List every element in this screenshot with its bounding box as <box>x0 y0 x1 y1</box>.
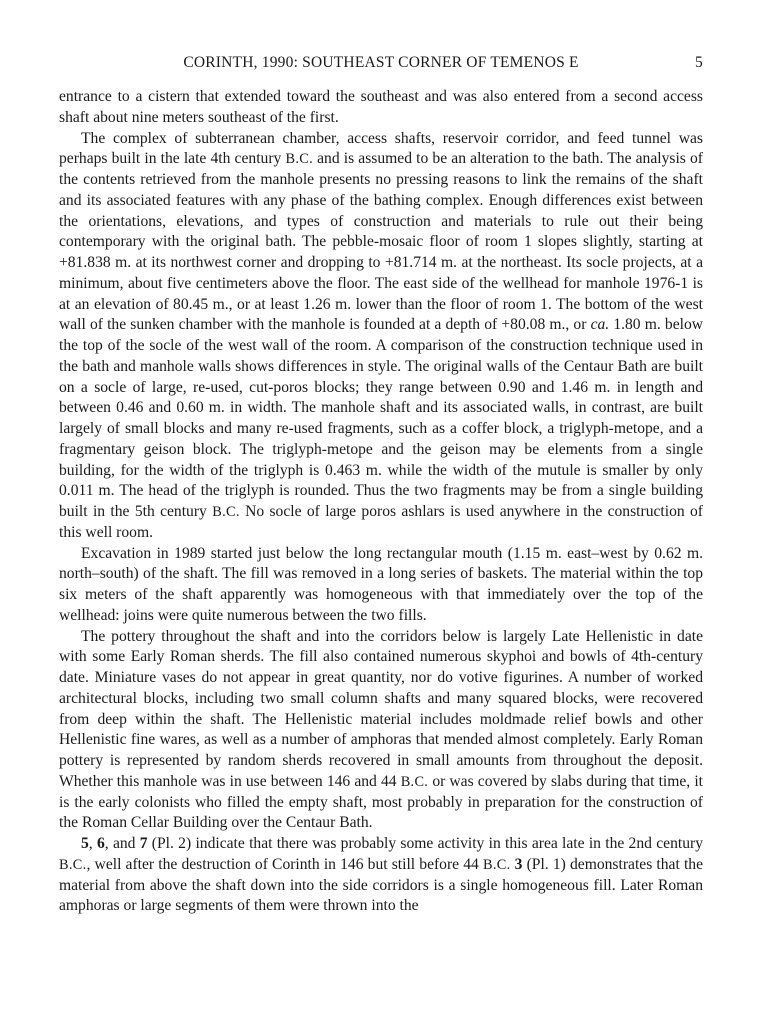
text-run: or was covered by slabs during that time, it is the early colonists who filled the empty shaft, most probably in preparation for the construction of the Roman Cellar Building over the Centaur Bath. <box>59 772 703 832</box>
running-header <box>59 54 703 76</box>
running-title: CORINTH, 1990: SOUTHEAST CORNER OF TEMENOS E <box>183 54 579 71</box>
body-text <box>59 87 703 917</box>
text-run: No socle of large poros ashlars is used anywhere in the construction of this well room. <box>59 503 704 541</box>
era-abbreviation: B.C. <box>482 856 511 873</box>
era-abbreviation: B.C. <box>59 856 87 873</box>
text-run: The pottery throughout the shaft and into the corridors below is largely Late Hellenistic in date with some Early Roman sherds. The fill also contained numerous skyphoi and bowls of 4th-century date. Miniature vases do not appear in great quantity, nor do votive figurines. A number of worked architectural blocks, including two small column shafts and many squared blocks, were recovered from deep within the shaft. The Hellenistic material includes moldmade relief bowls and other Hellenistic fine wares, as well as a number of amphoras that mended almost completely. Early Roman pottery is represented by random sherds recovered in small amounts from throughout the deposit. Whether this manhole was in use between 146 and 44 <box>59 627 703 790</box>
text-run: and is assumed to be an alteration to the bath. The analysis of the contents retrieved from the manhole presents no pressing reasons to link the remains of the shaft and its associated features with any phase of the bathing complex. Enough differences exist between the orientations, elevations, and types of construction and materials to rule out their being contemporary with the original bath. The pebble-mosaic floor of room 1 slopes slightly, starting at +81.838 m. at its northwest corner and dropping to +81.714 m. at the northeast. Its socle projects, at a minimum, about five centimeters above the floor. The east side of the wellhead for manhole 1976-1 is at an elevation of 80.45 m., or at least 1.26 m. lower than the floor of room 1. The bottom of the west wall of the sunken chamber with the manhole is founded at a depth of +80.08 m., or <box>59 150 703 334</box>
paragraph <box>59 627 703 835</box>
paragraph <box>59 544 703 627</box>
text-run: , and <box>104 835 140 852</box>
paragraph <box>59 87 703 129</box>
page-number: 5 <box>695 54 703 71</box>
paragraph <box>59 834 703 917</box>
catalogue-number: 5 <box>81 835 89 852</box>
catalogue-number: 3 <box>514 855 523 873</box>
text-run: , well after the destruction of Corinth in 146 but still before 44 <box>86 855 483 873</box>
text-run: (Pl. 2) indicate that there was probably some activity in this area late in the 2nd century <box>147 835 703 852</box>
text-run: The complex of subterranean chamber, access shafts, reservoir corridor, and feed tunnel was perhaps built in the late 4th century <box>59 129 703 168</box>
era-abbreviation: B.C. <box>400 773 429 790</box>
catalogue-number: 6 <box>96 835 105 852</box>
text-run: (Pl. 1) demonstrates that the material from above the shaft down into the side corridors is a single homogeneous fill. Later Roman amphoras or large segments of them were thrown into the <box>59 855 703 915</box>
text-run: entrance to a cistern that extended toward the southeast and was also entered from a second access shaft about nine meters southeast of the first. <box>59 88 703 126</box>
italic-term: ca. <box>590 316 610 334</box>
era-abbreviation: B.C. <box>285 151 313 168</box>
text-run: Excavation in 1989 started just below the long rectangular mouth (1.15 m. east–west by 0.62 m. north–south) of the shaft. The fill was removed in a long series of baskets. The material within the top six meters of the shaft apparently was homogeneous with that immediately over the top of the wellhead: joins were quite numerous between the two fills. <box>59 544 703 624</box>
era-abbreviation: B.C. <box>212 504 240 520</box>
paragraph <box>59 129 703 544</box>
catalogue-number: 7 <box>139 835 148 852</box>
text-run: 1.80 m. below the top of the socle of the west wall of the room. A comparison of the construction technique used in the bath and manhole walls shows differences in style. The original walls of the Centaur Bath are built on a socle of large, re-used, cut-poros blocks; they range between 0.90 and 1.46 m. in length and between 0.46 and 0.60 m. in width. The manhole shaft and its associated walls, in contrast, are built largely of small blocks and many re-used fragments, such as a coffer block, a triglyph-metope, and a fragmentary geison block. The triglyph-metope and the geison may be elements from a single building, for the width of the triglyph is 0.463 m. while the width of the mutule is smaller by only 0.011 m. The head of the triglyph is rounded. Thus the two fragments may be from a single building built in the 5th century <box>59 316 704 520</box>
document-page <box>59 54 703 917</box>
text-run: , <box>88 835 97 852</box>
